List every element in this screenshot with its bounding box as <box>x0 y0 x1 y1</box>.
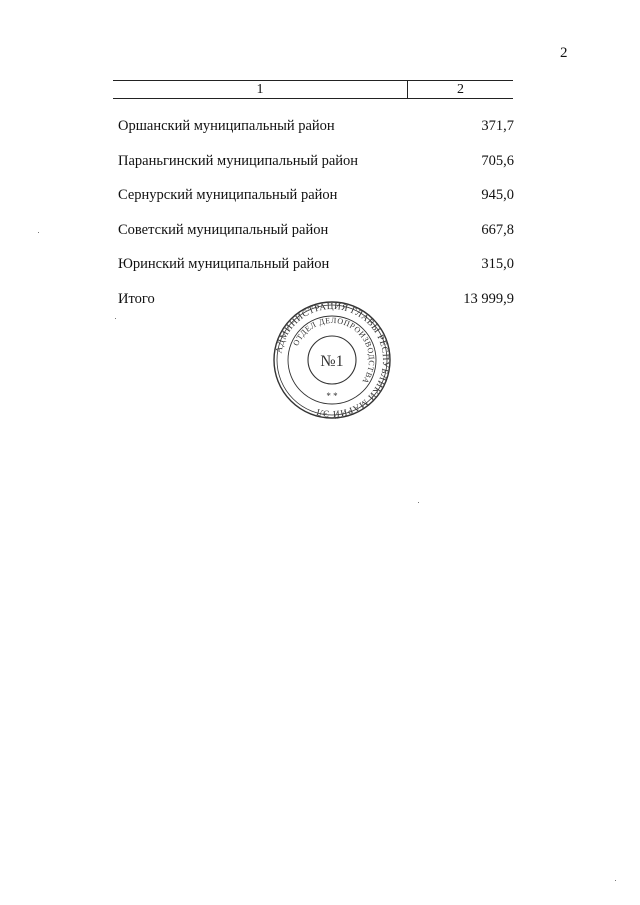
district-value: 667,8 <box>481 221 514 238</box>
district-value: 371,7 <box>481 118 514 134</box>
table-row <box>118 153 514 188</box>
district-name: Юринский муниципальный район <box>118 256 330 272</box>
total-value: 13 999,9 <box>463 290 514 307</box>
seal-outer-text: АДМИНИСТРАЦИЯ ГЛАВЫ РЕСПУБЛИКИ МАРИЙ ЭЛ <box>273 300 392 420</box>
table-row <box>118 118 514 153</box>
office-seal <box>272 300 392 420</box>
page-number: 2 <box>560 45 568 61</box>
district-value: 945,0 <box>481 187 514 203</box>
district-name: Сернурский муниципальный район <box>118 187 338 203</box>
scan-speck <box>38 232 39 233</box>
column-header-1: 1 <box>256 82 264 97</box>
seal-stars: * * <box>326 391 338 401</box>
table-row <box>118 222 514 257</box>
scan-speck <box>615 880 616 881</box>
table-row <box>118 256 514 291</box>
column-header-2: 2 <box>457 82 464 97</box>
district-value: 705,6 <box>481 152 514 169</box>
table-top-rule <box>113 80 513 81</box>
district-name: Параньгинский муниципальный район <box>118 152 359 169</box>
total-label: Итого <box>118 290 155 307</box>
table-row <box>118 187 514 222</box>
district-name: Оршанский муниципальный район <box>118 118 335 134</box>
district-name: Советский муниципальный район <box>118 221 329 238</box>
district-value: 315,0 <box>481 256 514 272</box>
table-body <box>118 118 514 325</box>
svg-text:ОТДЕЛ ДЕЛОПРОИЗВОДСТВА <box>291 316 376 386</box>
scan-speck <box>115 318 116 319</box>
seal-inner-text: ОТДЕЛ ДЕЛОПРОИЗВОДСТВА <box>291 315 377 386</box>
scan-speck <box>418 502 419 503</box>
table-header-rule <box>113 98 513 99</box>
seal-center-number: №1 <box>320 353 344 370</box>
